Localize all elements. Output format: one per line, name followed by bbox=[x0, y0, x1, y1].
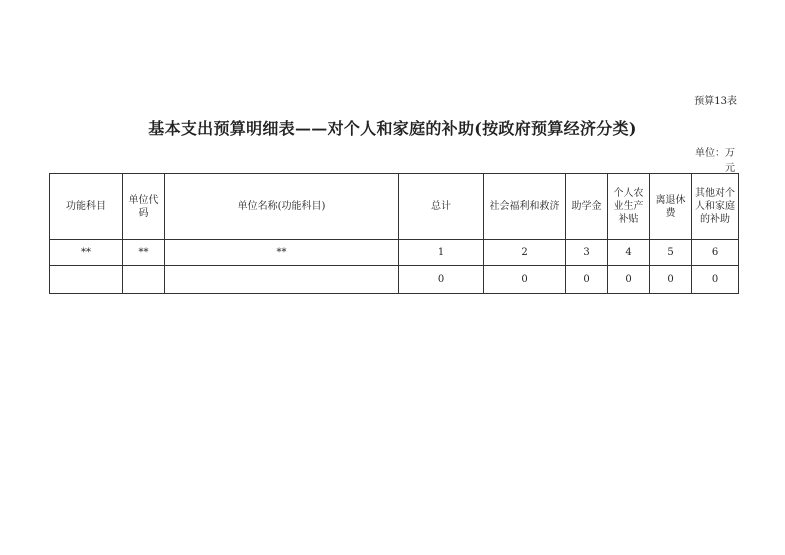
index-cell: 3 bbox=[566, 240, 608, 266]
header-row bbox=[50, 174, 739, 240]
header-cell-unit-name: 单位名称(功能科目) bbox=[165, 174, 399, 240]
data-cell: 0 bbox=[692, 266, 739, 294]
header-cell-retirement: 离退休费 bbox=[650, 174, 692, 240]
index-cell: 4 bbox=[608, 240, 650, 266]
unit-label-line1: 单位：万 bbox=[695, 148, 735, 159]
data-cell: 0 bbox=[399, 266, 484, 294]
header-cell-unit-code: 单位代码 bbox=[123, 174, 165, 240]
unit-label-line2: 元 bbox=[725, 163, 735, 174]
data-cell: 0 bbox=[566, 266, 608, 294]
data-cell: 0 bbox=[484, 266, 566, 294]
header-cell-agri-subsidy: 个人农业生产补贴 bbox=[608, 174, 650, 240]
data-cell bbox=[50, 266, 123, 294]
index-cell: 1 bbox=[399, 240, 484, 266]
header-cell-social-welfare: 社会福利和救济 bbox=[484, 174, 566, 240]
page-title: 基本支出预算明细表——对个人和家庭的补助(按政府预算经济分类) bbox=[148, 119, 637, 138]
unit-label bbox=[693, 146, 735, 176]
header-cell-scholarship: 助学金 bbox=[566, 174, 608, 240]
header-cell-other-subsidy: 其他对个人和家庭的补助 bbox=[692, 174, 739, 240]
data-cell bbox=[123, 266, 165, 294]
index-cell: 5 bbox=[650, 240, 692, 266]
index-cell: ** bbox=[165, 240, 399, 266]
index-cell: 2 bbox=[484, 240, 566, 266]
header-cell-function-subject: 功能科目 bbox=[50, 174, 123, 240]
table-row bbox=[50, 266, 739, 294]
budget-table bbox=[49, 173, 739, 294]
header-cell-total: 总计 bbox=[399, 174, 484, 240]
index-cell: ** bbox=[50, 240, 123, 266]
index-row bbox=[50, 240, 739, 266]
data-cell: 0 bbox=[650, 266, 692, 294]
index-cell: 6 bbox=[692, 240, 739, 266]
data-cell: 0 bbox=[608, 266, 650, 294]
table-number: 预算13表 bbox=[694, 96, 737, 107]
data-cell bbox=[165, 266, 399, 294]
index-cell: ** bbox=[123, 240, 165, 266]
